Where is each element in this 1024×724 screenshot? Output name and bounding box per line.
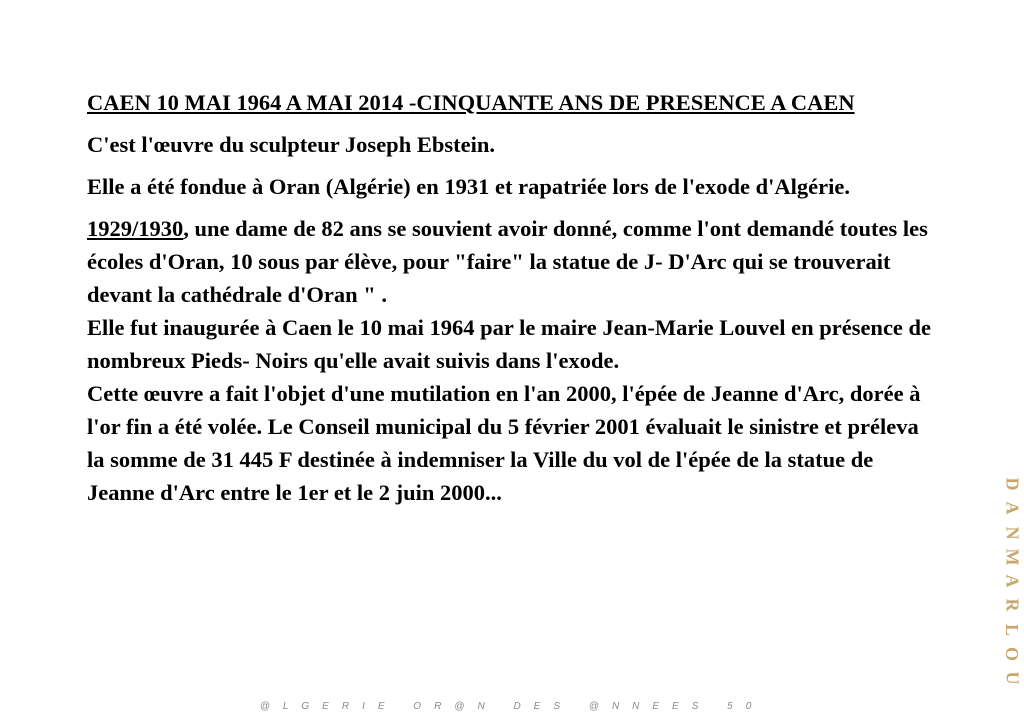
footer-caption: @LGERIE OR@N DES @NNEES 50 (259, 701, 765, 712)
watermark-letter: O (1001, 646, 1022, 661)
side-watermark (992, 474, 1024, 688)
watermark-letter: A (1002, 574, 1022, 588)
paragraph-mutilation: Cette œuvre a fait l'objet d'une mutilation en l'an 2000, l'épée de Jeanne d'Arc, dorée à l'or fin a été volée. Le Conseil municipal du 5 février 2001 évaluait le sinistre et préleva la somme de 31 445 F destinée à indemniser la Ville du vol de l'épée de la statue de Jeanne d'Arc entre le 1er et le 2 juin 2000... (87, 381, 921, 505)
watermark-letter: M (1002, 548, 1022, 566)
watermark-letter: R (1002, 598, 1022, 612)
paragraph-inauguration: Elle fut inaugurée à Caen le 10 mai 1964 par le maire Jean-Marie Louvel en présence de nombreux Pieds- Noirs qu'elle avait suivis dans l'exode. (87, 315, 932, 373)
document-body (87, 86, 937, 509)
paragraph-sculptor: C'est l'œuvre du sculpteur Joseph Ebstein. (87, 132, 495, 157)
watermark-letter: D (1002, 477, 1022, 491)
watermark-letter: N (1002, 526, 1022, 539)
testimony-text: , une dame de 82 ans se souvient avoir donné, comme l'ont demandé toutes les écoles d'Oran, 10 sous par élève, pour "faire" la statue de J- D'Arc qui se trouverait devant la cathédrale d'Oran " . (87, 216, 928, 307)
watermark-letter: U (1002, 671, 1022, 685)
paragraph-origin: Elle a été fondue à Oran (Algérie) en 1931 et rapatriée lors de l'exode d'Algérie. (87, 174, 850, 199)
watermark-letter: L (1001, 623, 1022, 636)
paragraph-testimony (87, 212, 937, 311)
document-title: CAEN 10 MAI 1964 A MAI 2014 -CINQUANTE ANS DE PRESENCE A CAEN (87, 90, 855, 115)
testimony-date: 1929/1930 (87, 216, 184, 241)
watermark-letter: A (1002, 501, 1022, 515)
